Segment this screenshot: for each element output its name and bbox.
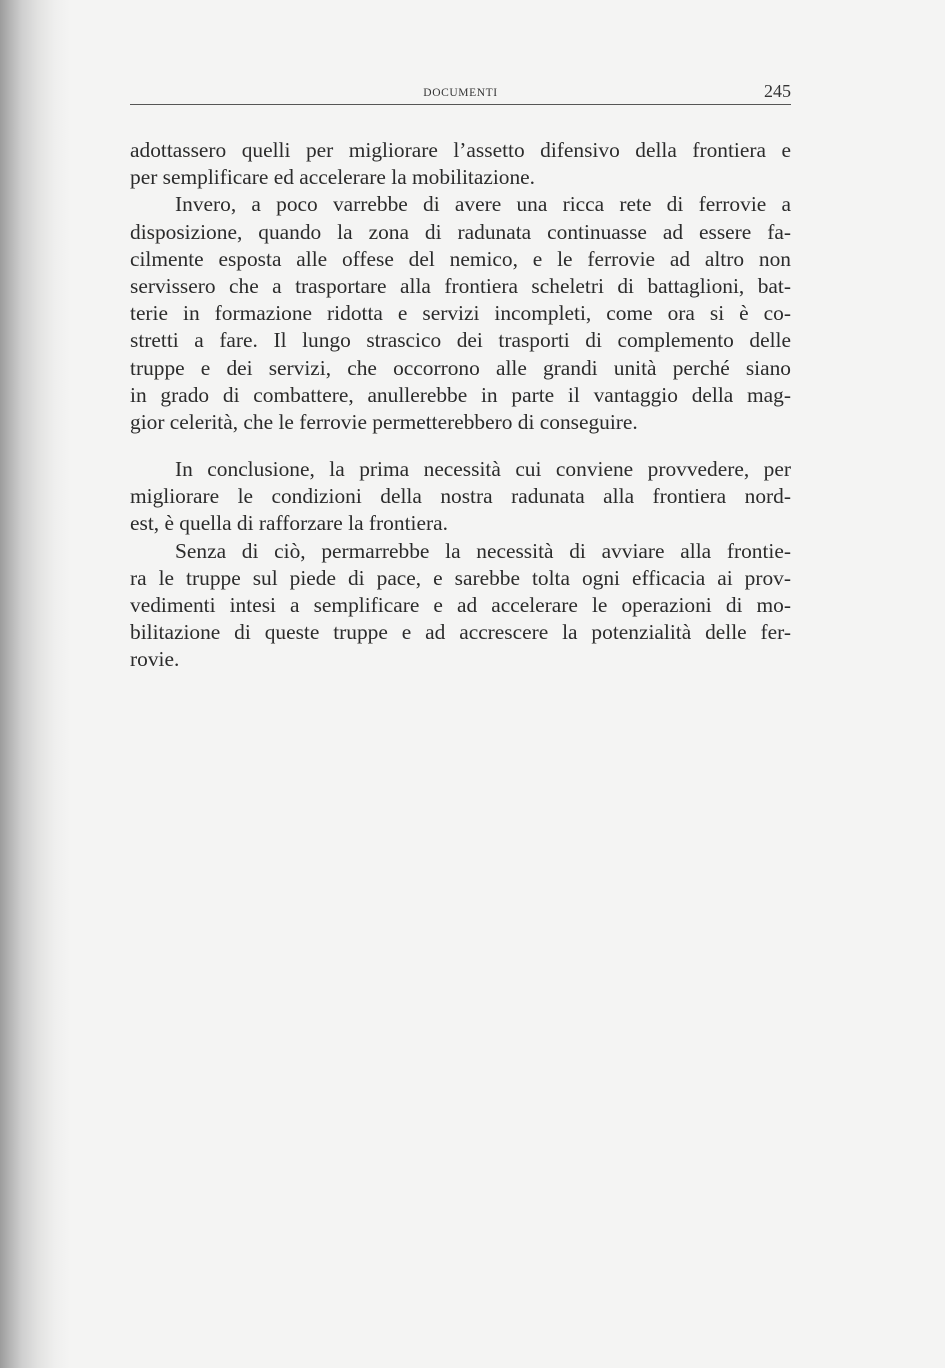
text-line: Senza di ciò, permarrebbe la necessità di avviare alla frontie- [175, 538, 791, 563]
paragraph [130, 538, 791, 674]
text-line: per semplificare ed accelerare la mobilitazione. [130, 165, 536, 190]
text-line: adottassero quelli per migliorare l’assetto difensivo della frontiera e [130, 138, 791, 162]
text-line: In conclusione, la prima necessità cui conviene provvedere, per [175, 457, 791, 482]
body-text [130, 137, 791, 674]
text-line: terie in formazione ridotta e servizi incompleti, come ora si è co- [130, 301, 791, 326]
page-header [130, 78, 791, 105]
paragraph [130, 137, 791, 191]
text-line: est, è quella di rafforzare la frontiera. [130, 511, 448, 536]
page-number: 245 [764, 81, 791, 101]
paragraph [130, 191, 791, 436]
text-line: migliorare le condizioni della nostra radunata alla frontiera nord- [130, 484, 791, 509]
page-gutter-shadow [0, 0, 70, 1368]
text-line: cilmente esposta alle offese del nemico, e le ferrovie ad altro non [130, 246, 791, 271]
paragraph [130, 456, 791, 538]
text-line: bilitazione di queste truppe e ad accrescere la potenzialità delle fer- [130, 620, 791, 645]
text-line: truppe e dei servizi, che occorrono alle grandi unità perché siano [130, 355, 791, 380]
text-line: in grado di combattere, anullerebbe in parte il vantaggio della mag- [130, 382, 791, 407]
text-line: gior celerità, che le ferrovie permetterebbero di conseguire. [130, 409, 638, 434]
text-line: ra le truppe sul piede di pace, e sarebbe tolta ogni efficacia ai prov- [130, 565, 791, 590]
text-line: Invero, a poco varrebbe di avere una ricca rete di ferrovie a [175, 192, 791, 217]
text-line: servissero che a trasportare alla frontiera scheletri di battaglioni, bat- [130, 273, 791, 298]
paragraph-gap [130, 436, 791, 456]
running-head: DOCUMENTI [423, 87, 498, 99]
text-line: vedimenti intesi a semplificare e ad accelerare le operazioni di mo- [130, 593, 791, 617]
text-line: stretti a fare. Il lungo strascico dei trasporti di complemento delle [130, 328, 791, 353]
text-line: disposizione, quando la zona di radunata continuasse ad essere fa- [130, 219, 791, 244]
text-line: rovie. [130, 647, 180, 672]
